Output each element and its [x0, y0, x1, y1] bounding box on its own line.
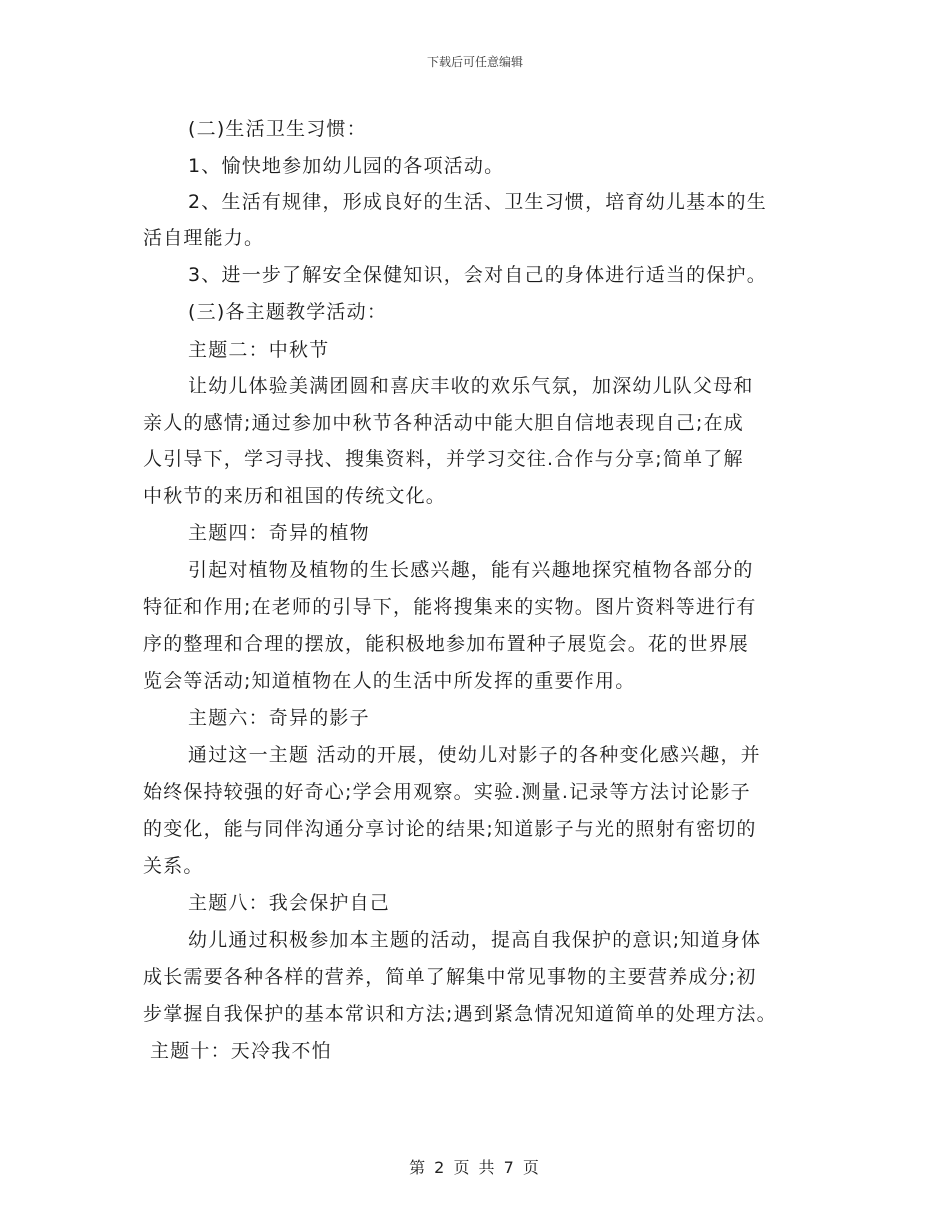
text-line: 的变化，能与同伴沟通分享讨论的结果;知道影子与光的照射有密切的 [143, 818, 757, 840]
text-line: 关系。 [143, 855, 204, 877]
list-item: 3、进一步了解安全保健知识，会对自己的身体进行适当的保护。 [188, 264, 767, 286]
text-line: 引起对植物及植物的生长感兴趣，能有兴趣地探究植物各部分的 [188, 559, 754, 581]
page-header: 下载后可任意编辑 [426, 55, 523, 69]
list-item: 2、生活有规律，形成良好的生活、卫生习惯，培育幼儿基本的生 [188, 191, 767, 213]
text-line: 步掌握自我保护的基本常识和方法;遇到紧急情况知道简单的处理方法。 [143, 1003, 777, 1025]
text-line: 览会等活动;知道植物在人的生活中所发挥的重要作用。 [143, 670, 636, 692]
theme-title: 主题八：我会保护自己 [188, 892, 391, 914]
section-heading-themes: (三)各主题教学活动： [188, 301, 388, 323]
section-heading-living-habits: (二)生活卫生习惯： [188, 118, 367, 140]
theme-title: 主题四：奇异的植物 [188, 522, 370, 544]
text-line: 人引导下，学习寻找、搜集资料，并学习交往.合作与分享;简单了解 [143, 448, 744, 470]
theme-title: 主题十：天冷我不怕 [150, 1040, 332, 1062]
text-line: 成长需要各种各样的营养，简单了解集中常见事物的主要营养成分;初 [143, 966, 757, 988]
text-line: 幼儿通过积极参加本主题的活动，提高自我保护的意识;知道身体 [188, 929, 762, 951]
text-line: 让幼儿体验美满团圆和喜庆丰收的欢乐气氛，加深幼儿队父母和 [188, 375, 754, 397]
list-item: 1、愉快地参加幼儿园的各项活动。 [188, 155, 505, 177]
text-line: 中秋节的来历和祖国的传统文化。 [143, 485, 447, 507]
theme-title: 主题六：奇异的影子 [188, 707, 370, 729]
text-line: 始终保持较强的好奇心;学会用观察。实验.测量.记录等方法讨论影子 [143, 781, 751, 803]
text-line: 特征和作用;在老师的引导下，能将搜集来的实物。图片资料等进行有 [143, 596, 757, 618]
page-number: 第 2 页 共 7 页 [409, 1158, 541, 1177]
text-line: 亲人的感情;通过参加中秋节各种活动中能大胆自信地表现自己;在成 [143, 412, 745, 434]
text-line: 序的整理和合理的摆放，能积极地参加布置种子展览会。花的世界展 [143, 633, 750, 655]
theme-title: 主题二：中秋节 [188, 339, 330, 361]
text-line: 活自理能力。 [143, 227, 265, 249]
text-line: 通过这一主题 活动的开展，使幼儿对影子的各种变化感兴趣，并 [188, 744, 761, 766]
